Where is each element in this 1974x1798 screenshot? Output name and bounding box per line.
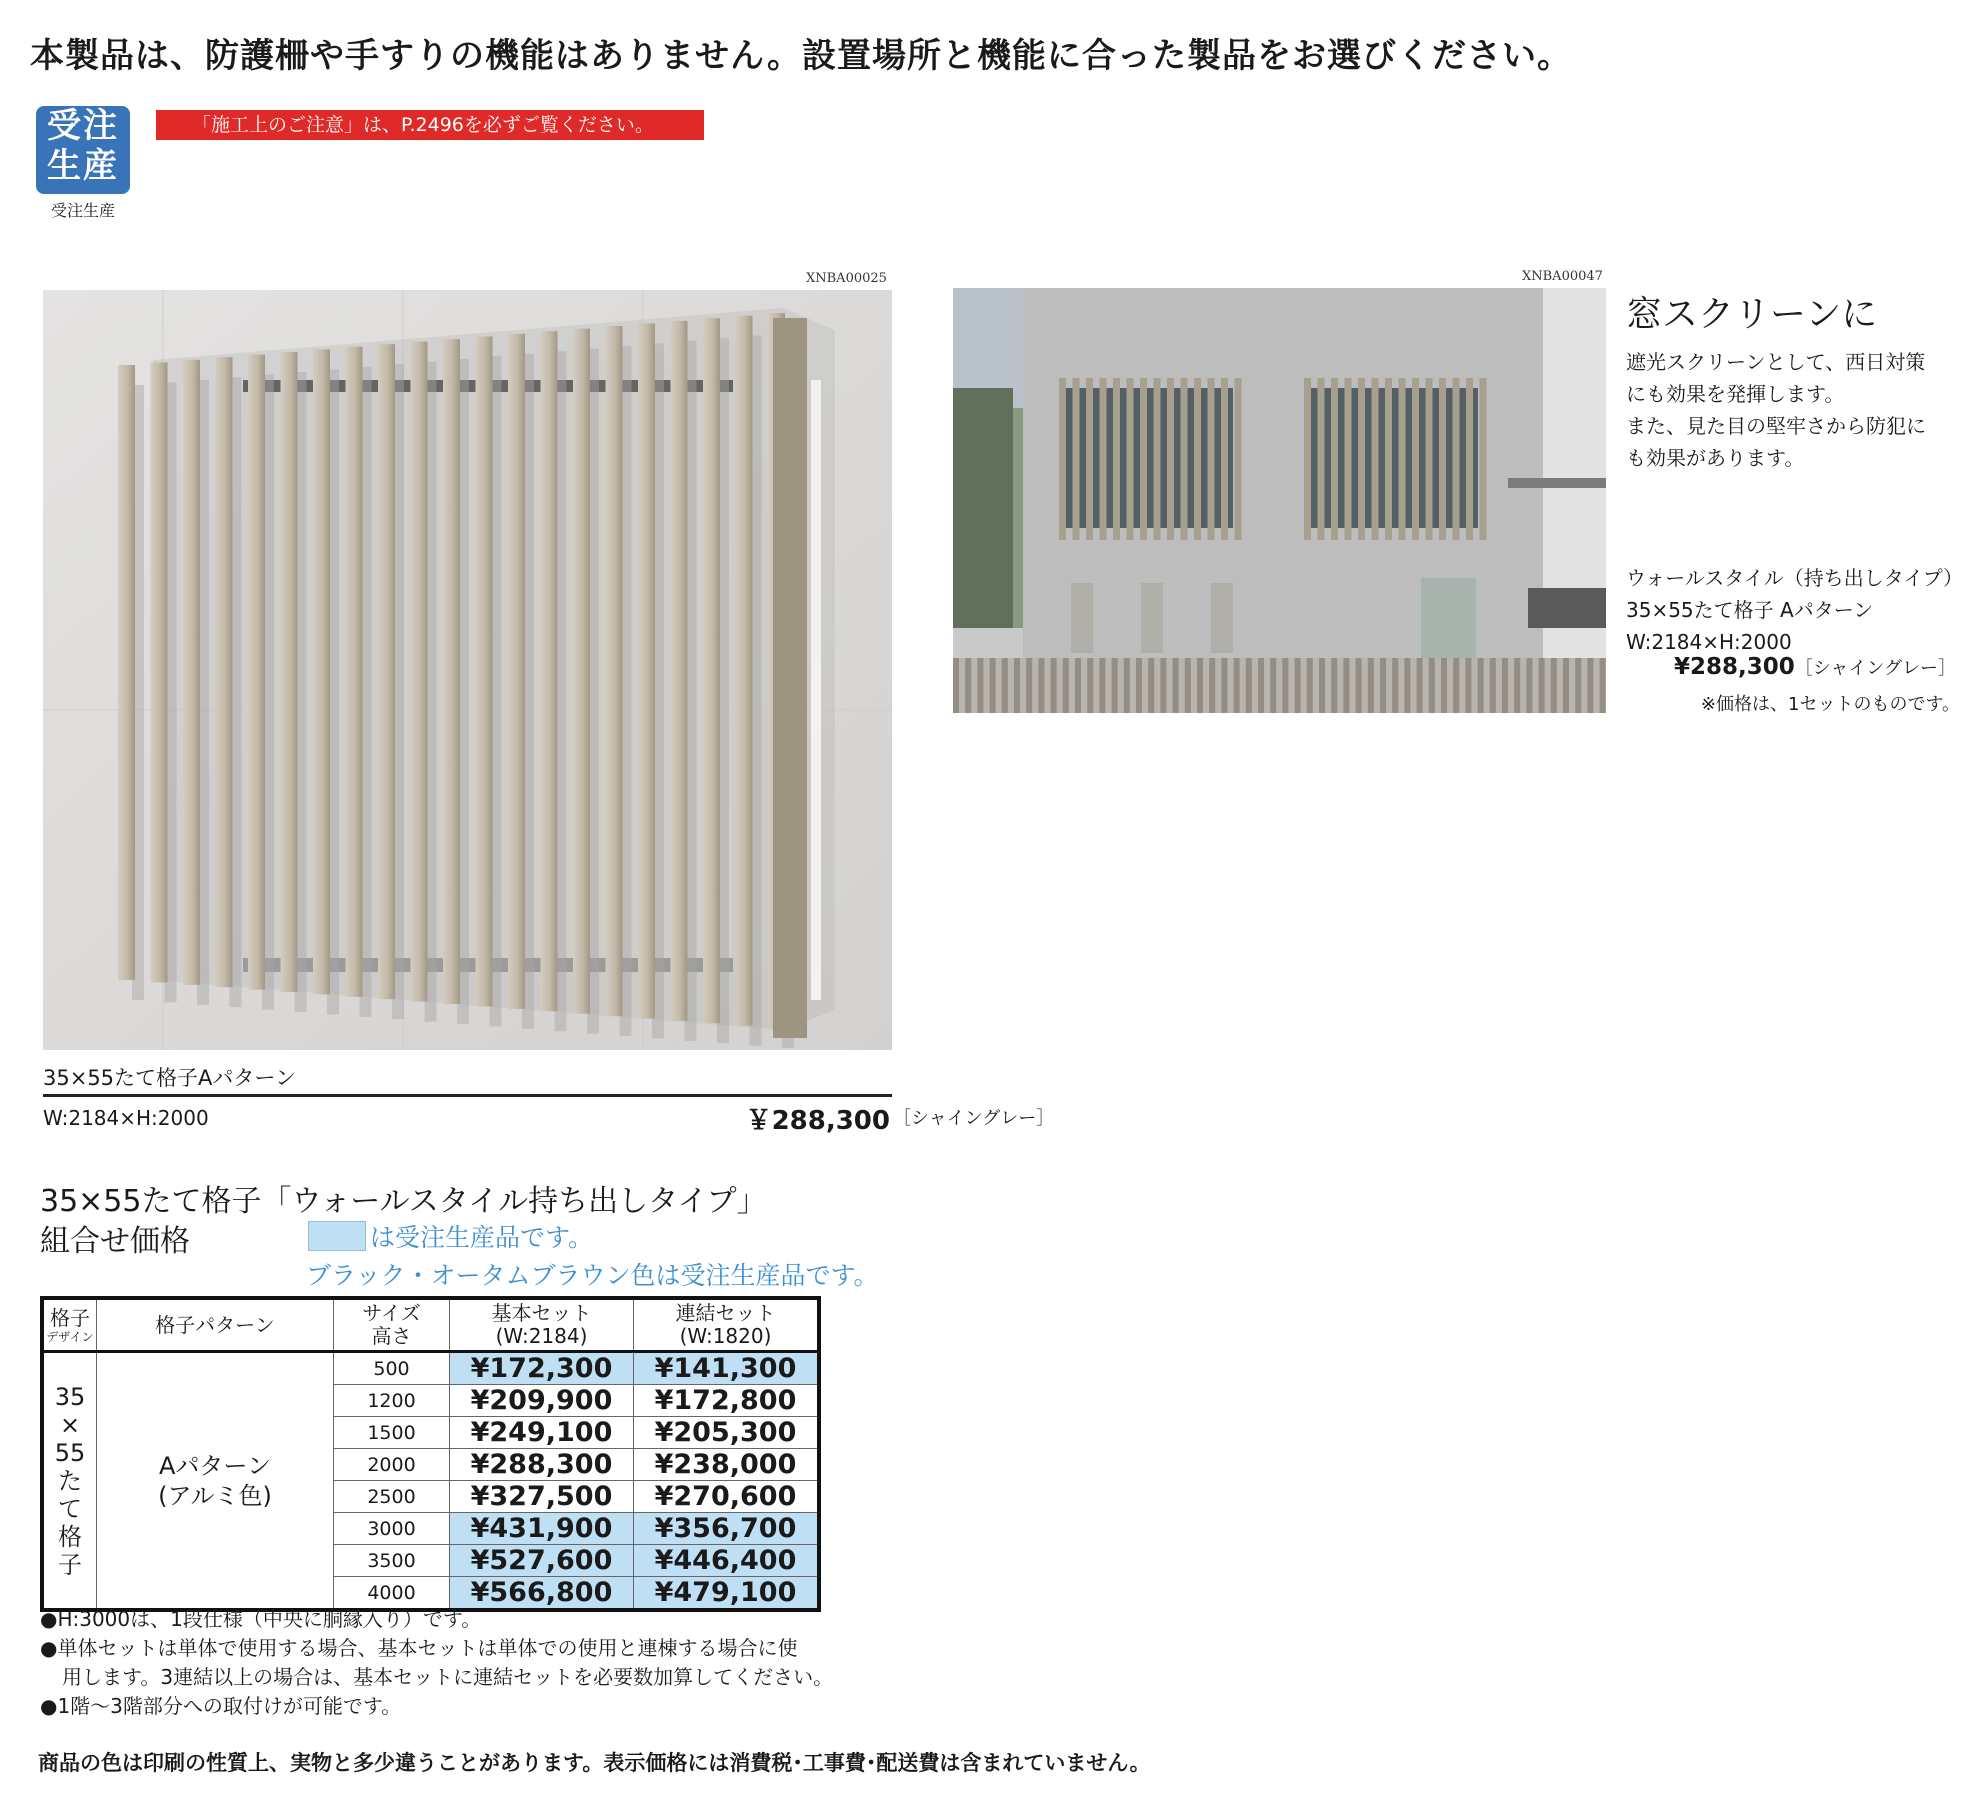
scene-description-line: も効果があります。: [1626, 446, 1805, 470]
scene-description-line: また、見た目の堅牢さから防犯に: [1626, 414, 1926, 438]
scene-fence-bar: [1295, 658, 1301, 713]
scene-spec-line: 35×55たて格子 Aパターン: [1626, 598, 1874, 622]
scene-lattice-bar: [1235, 378, 1242, 540]
scene-lattice-bar: [1086, 378, 1093, 540]
scene-lattice-bar: [1100, 378, 1107, 540]
lattice-bar: [151, 362, 168, 982]
scene-fence-bar: [1112, 658, 1118, 713]
scene-fence-bar: [990, 658, 996, 713]
lattice-bar: [508, 334, 525, 1009]
scene-spec-line: ウォールスタイル（持ち出しタイプ）: [1626, 566, 1963, 590]
scene-fence-bar: [1234, 658, 1240, 713]
header-basic-line: (W:2184): [495, 1324, 588, 1348]
header-linked-set: [634, 1298, 820, 1352]
installation-notice: 「施工上のご注意」は、P.2496を必ずご覧ください。: [156, 110, 704, 140]
scene-fence-bar: [1514, 658, 1520, 713]
scene-fence-bar: [1160, 658, 1166, 713]
scene-lattice-bar: [1480, 378, 1487, 540]
scene-fence-bar: [1258, 658, 1264, 713]
lattice-bar: [541, 331, 558, 1011]
scene-fence-bar: [1038, 658, 1044, 713]
note-line: 用します。3連結以上の場合は、基本セットに連結セットを必要数加算してください。: [62, 1665, 834, 1689]
scene-fence-bar: [1270, 658, 1276, 713]
design-cell: [42, 1352, 97, 1611]
basic-price-cell: ¥249,100: [450, 1417, 634, 1449]
scene-lattice-bar: [1304, 378, 1311, 540]
scene-fence-bar: [1148, 658, 1154, 713]
notes: [40, 1605, 833, 1721]
scene-lattice-bar: [1426, 378, 1433, 540]
basic-price-cell: ¥172,300: [450, 1352, 634, 1385]
scene-lattice-bar: [1140, 378, 1147, 540]
badge-caption: 受注生産: [50, 201, 115, 220]
scene-fence-bar: [1600, 658, 1606, 713]
scene-fence-bar: [1331, 658, 1337, 713]
lattice-bar: [671, 321, 688, 1021]
scene-description: [1626, 346, 1966, 474]
scene-fence-bar: [1490, 658, 1496, 713]
scene-fence-bar: [1185, 658, 1191, 713]
scene-lattice-bar: [1399, 378, 1406, 540]
basic-price-cell: ¥566,800: [450, 1577, 634, 1611]
scene-price: ¥288,300: [1673, 654, 1795, 680]
scene-fence-bar: [1087, 658, 1093, 713]
legend-text: は受注生産品です。: [370, 1223, 594, 1252]
design-char: 格: [58, 1522, 82, 1551]
header-basic-set: [450, 1298, 634, 1352]
lattice-bar: [313, 349, 330, 994]
lattice-bar: [573, 329, 590, 1014]
lattice-bar: [411, 342, 428, 1002]
table-body: [42, 1352, 819, 1611]
legend-color-note: ブラック・オータムブラウン色は受注生産品です。: [306, 1261, 879, 1290]
lattice-bar: [443, 339, 460, 1004]
product-photo: [43, 290, 892, 1050]
scene-lattice-bar: [1331, 378, 1338, 540]
design-char: て: [58, 1494, 82, 1523]
scene-fence-bar: [1026, 658, 1032, 713]
page-headline: 本製品は、防護柵や手すりの機能はありません。設置場所と機能に合った製品をお選びください。: [30, 36, 1573, 76]
scene-fence-bar: [1307, 658, 1313, 713]
linked-price-cell: ¥356,700: [634, 1513, 820, 1545]
lattice-bar: [183, 360, 200, 985]
scene-fence-bar: [1343, 658, 1349, 713]
lattice-bar: [703, 318, 720, 1023]
scene-fence-bar: [1392, 658, 1398, 713]
scene-lattice-bar: [1113, 378, 1120, 540]
product-caption: 35×55たて格子Aパターン: [43, 1066, 296, 1090]
linked-price-cell: ¥238,000: [634, 1449, 820, 1481]
scene-lattice-bar: [1439, 378, 1446, 540]
scene-spec: [1626, 562, 1963, 658]
design-char: 55: [54, 1438, 86, 1467]
basic-price-cell: ¥327,500: [450, 1481, 634, 1513]
scene-fence-bar: [1173, 658, 1179, 713]
scene-fence-bar: [1368, 658, 1374, 713]
basic-price-cell: ¥527,600: [450, 1545, 634, 1577]
table-subtitle: 組合せ価格: [40, 1224, 190, 1259]
caption-divider: [43, 1094, 892, 1097]
scene-fence-bar: [1453, 658, 1459, 713]
scene-fence-bar: [1404, 658, 1410, 713]
scene-fence-bar: [1563, 658, 1569, 713]
size-cell: 4000: [334, 1577, 450, 1611]
made-to-order-badge: [36, 106, 130, 194]
table-title: 35×55たて格子「ウォールスタイル持ち出しタイプ」: [40, 1184, 767, 1219]
scene-fence-bar: [1282, 658, 1288, 713]
scene-lattice-bar: [1221, 378, 1228, 540]
scene-lattice-bar: [1194, 378, 1201, 540]
size-cell: 2000: [334, 1449, 450, 1481]
size-cell: 3000: [334, 1513, 450, 1545]
scene-fence-bar: [1319, 658, 1325, 713]
linked-price-cell: ¥205,300: [634, 1417, 820, 1449]
scene-fence-bar: [1124, 658, 1130, 713]
design-char: た: [58, 1466, 82, 1495]
scene-fence-bar: [1002, 658, 1008, 713]
scene-fence-bar: [1429, 658, 1435, 713]
size-cell: 2500: [334, 1481, 450, 1513]
made-to-order-swatch: [308, 1221, 366, 1251]
badge-line-1: 受注: [47, 106, 119, 146]
scene-fence-bar: [1209, 658, 1215, 713]
scene-lattice-bar: [1358, 378, 1365, 540]
scene-fence-bar: [1356, 658, 1362, 713]
scene-fence-bar: [1051, 658, 1057, 713]
table-row: [42, 1352, 819, 1385]
header-design-sub: デザイン: [46, 1329, 94, 1344]
size-cell: 3500: [334, 1545, 450, 1577]
scene-fence-bar: [1587, 658, 1593, 713]
pattern-line: Aパターン: [159, 1451, 271, 1480]
header-linked-line: (W:1820): [679, 1324, 772, 1348]
scene-fence-bar: [977, 658, 983, 713]
header-size-line: 高さ: [371, 1324, 412, 1348]
scene-fence-bar: [1478, 658, 1484, 713]
scene-title: 窓スクリーンに: [1626, 294, 1878, 335]
scene-lattice-bar: [1181, 378, 1188, 540]
scene-fence-bar: [1526, 658, 1532, 713]
size-cell: 500: [334, 1352, 450, 1385]
lattice-bar: [216, 357, 233, 987]
lattice-bar: [736, 316, 753, 1026]
header-size: [334, 1298, 450, 1352]
lattice-bar: [281, 352, 298, 992]
scene-lattice-bar: [1412, 378, 1419, 540]
scene-lattice-bar: [1059, 378, 1066, 540]
note-line: ●H:3000は、1段仕様（中央に胴縁入り）です。: [40, 1607, 482, 1631]
scene-fence-bar: [1075, 658, 1081, 713]
header-pattern: 格子パターン: [97, 1298, 334, 1352]
lattice-bar: [638, 323, 655, 1018]
basic-price-cell: ¥288,300: [450, 1449, 634, 1481]
product-size: W:2184×H:2000: [43, 1106, 209, 1130]
product-photo-code: XNBA00025: [806, 271, 887, 286]
lattice-bar: [346, 347, 363, 997]
scene-spec-line: W:2184×H:2000: [1626, 630, 1792, 654]
header-design: [42, 1298, 97, 1352]
scene-price-note: ※価格は、1セットのものです。: [1700, 694, 1960, 715]
header-size-line: サイズ: [362, 1301, 421, 1325]
scene-fence-bar: [1136, 658, 1142, 713]
lattice-bar: [248, 355, 265, 990]
table-header-row: [42, 1298, 819, 1352]
scene-lattice-bar: [1345, 378, 1352, 540]
scene-lattice-bar: [1318, 378, 1325, 540]
scene-lattice-bar: [1372, 378, 1379, 540]
scene-fence-bar: [953, 658, 959, 713]
scene-lattice-bar: [1073, 378, 1080, 540]
scene-lattice-bar: [1167, 378, 1174, 540]
scene-fence-bar: [1221, 658, 1227, 713]
note-line: ●単体セットは単体で使用する場合、基本セットは単体での使用と連棟する場合に使: [40, 1636, 798, 1660]
scene-description-line: 遮光スクリーンとして、西日対策: [1626, 350, 1926, 374]
scene-lattice-bar: [1127, 378, 1134, 540]
linked-price-cell: ¥141,300: [634, 1352, 820, 1385]
price-table: [40, 1296, 821, 1612]
scene-fence-bar: [1551, 658, 1557, 713]
scene-photo-code: XNBA00047: [1522, 269, 1603, 284]
scene-description-line: にも効果を発揮します。: [1626, 382, 1845, 406]
linked-price-cell: ¥479,100: [634, 1577, 820, 1611]
size-cell: 1500: [334, 1417, 450, 1449]
scene-fence-bar: [1014, 658, 1020, 713]
scene-fence-bar: [1465, 658, 1471, 713]
lattice-bar: [118, 365, 135, 980]
header-design-label: 格子: [50, 1305, 90, 1330]
scene-fence-bar: [1380, 658, 1386, 713]
scene-lattice-bar: [1385, 378, 1392, 540]
design-char: 35: [54, 1382, 86, 1411]
scene-color: ［シャイングレー］: [1794, 658, 1956, 679]
size-cell: 1200: [334, 1385, 450, 1417]
scene-fence-bar: [1417, 658, 1423, 713]
lattice-bar: [378, 344, 395, 999]
design-char: 子: [58, 1550, 82, 1579]
scene-fence-bar: [1441, 658, 1447, 713]
note-line: ●1階〜3階部分への取付けが可能です。: [40, 1694, 402, 1718]
header-basic-line: 基本セット: [491, 1301, 592, 1325]
product-price: ￥288,300: [745, 1106, 890, 1136]
scene-lattice-bar: [1154, 378, 1161, 540]
scene-price-row: [1674, 654, 1956, 680]
scene-fence-bar: [1197, 658, 1203, 713]
scene-fence-bar: [1502, 658, 1508, 713]
basic-price-cell: ¥431,900: [450, 1513, 634, 1545]
scene-lattice-bar: [1453, 378, 1460, 540]
scene-lattice-bar: [1208, 378, 1215, 540]
scene-fence-bar: [965, 658, 971, 713]
scene-fence-bar: [1539, 658, 1545, 713]
basic-price-cell: ¥209,900: [450, 1385, 634, 1417]
scene-lattice-bar: [1466, 378, 1473, 540]
badge-line-2: 生産: [47, 146, 119, 186]
linked-price-cell: ¥446,400: [634, 1545, 820, 1577]
product-color: ［シャイングレー］: [893, 1108, 1055, 1129]
pattern-line: (アルミ色): [158, 1481, 272, 1510]
lattice-bar: [476, 336, 493, 1006]
scene-fence-bar: [1099, 658, 1105, 713]
header-linked-line: 連結セット: [675, 1301, 776, 1325]
design-char: ×: [59, 1410, 81, 1439]
linked-price-cell: ¥270,600: [634, 1481, 820, 1513]
scene-fence-bar: [1246, 658, 1252, 713]
scene-photo: [953, 288, 1606, 713]
scene-fence-bar: [1063, 658, 1069, 713]
linked-price-cell: ¥172,800: [634, 1385, 820, 1417]
scene-fence-bar: [1575, 658, 1581, 713]
lattice-bar: [606, 326, 623, 1016]
pattern-cell: [97, 1352, 334, 1611]
footer-disclaimer: 商品の色は印刷の性質上、実物と多少違うことがあります。表示価格には消費税･工事費･配送費は含まれていません。: [38, 1751, 1151, 1775]
